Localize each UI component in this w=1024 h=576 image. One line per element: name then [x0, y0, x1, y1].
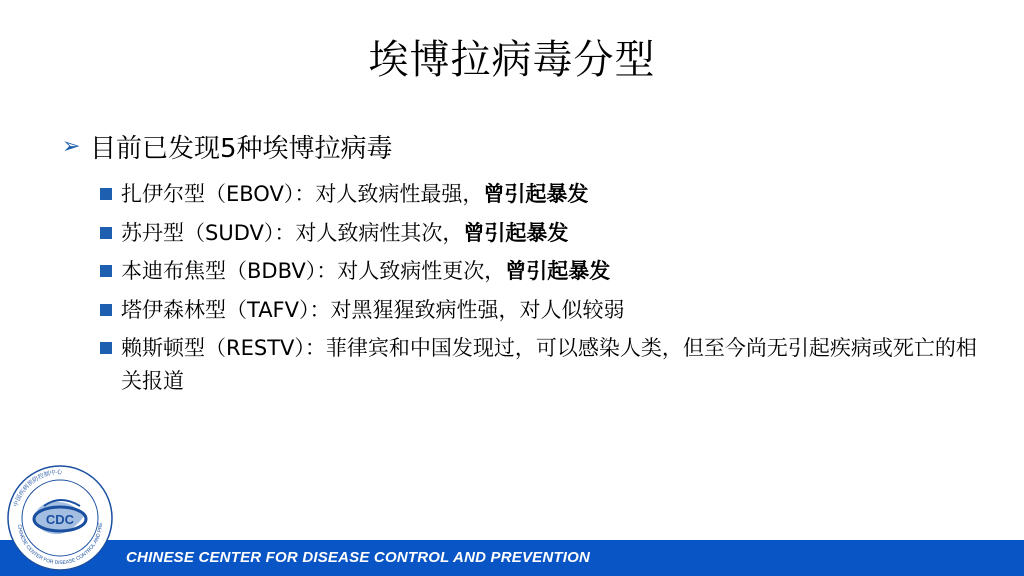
bold-emphasis: 曾引起暴发 [463, 220, 569, 245]
square-bullet-icon [100, 265, 112, 277]
list-item-text: 塔伊森林型（TAFV）：对黑猩猩致病性强，对人似较弱 [121, 297, 625, 322]
arrow-bullet-icon: ➢ [62, 134, 81, 159]
list-item-text: 赖斯顿型（RESTV）：菲律宾和中国发现过，可以感染人类，但至今尚无引起疾病或死亡的相关报道 [121, 336, 977, 393]
bold-emphasis: 曾引起暴发 [505, 259, 611, 284]
svg-text:CHINESE CENTER FOR DISEASE CON: CHINESE CENTER FOR DISEASE CONTROL AND PRE [16, 522, 105, 567]
list-item [100, 217, 990, 250]
list-item [100, 294, 990, 327]
subtype-list [100, 178, 990, 403]
list-item [100, 332, 990, 397]
square-bullet-icon [100, 227, 112, 239]
square-bullet-icon [100, 188, 112, 200]
list-item [100, 255, 990, 288]
slide-title: 埃博拉病毒分型 [368, 37, 656, 83]
list-item-text: 苏丹型（SUDV）：对人致病性其次，曾引起暴发 [121, 220, 569, 245]
list-item-text: 本迪布焦型（BDBV）：对人致病性更次，曾引起暴发 [121, 259, 611, 284]
cdc-logo-icon [4, 462, 116, 574]
list-item [100, 178, 990, 211]
list-item-text: 扎伊尔型（EBOV）：对人致病性最强，曾引起暴发 [121, 182, 589, 206]
intro-bullet [62, 128, 393, 165]
logo-abbr: CDC [45, 512, 75, 527]
intro-text: 目前已发现5种埃博拉病毒 [90, 134, 393, 164]
square-bullet-icon [100, 342, 112, 354]
square-bullet-icon [100, 304, 112, 316]
bold-emphasis: 曾引起暴发 [483, 182, 589, 206]
svg-text:中国疾病预防控制中心: 中国疾病预防控制中心 [12, 468, 63, 508]
footer-org-name: CHINESE CENTER FOR DISEASE CONTROL AND PREVENTION [126, 549, 591, 566]
footer-bar [0, 540, 1024, 576]
